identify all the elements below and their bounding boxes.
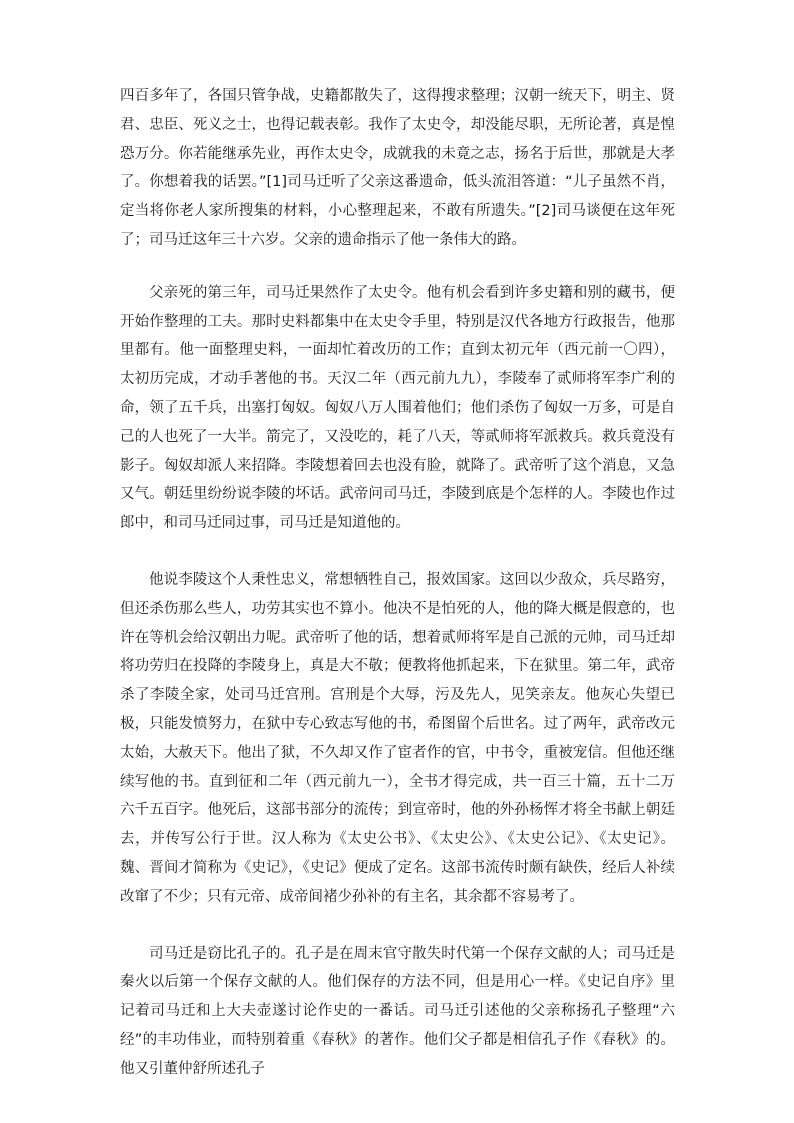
document-page: [120, 82, 675, 1084]
paragraph-spacer: [120, 912, 675, 940]
paragraph-spacer: [120, 255, 675, 279]
paragraph-2: 父亲死的第三年，司马迁果然作了太史令。他有机会看到许多史籍和别的藏书，便开始作整理的工夫。那时史料都集中在太史令手里，特别是汉代各地方行政报告，他那里都有。他一面整理史料，一面却忙着改历的工作；直到太初元年（西元前一〇四），太初历完成，才动手著他的书。天汉二年（西元前九九），李陵奉了贰师将军李广利的命，领了五千兵，出塞打匈奴。匈奴八万人围着他们；他们杀伤了匈奴一万多，可是自己的人也死了一大半。箭完了，又没吃的，耗了八天，等贰师将军派救兵。救兵竟没有影子。匈奴却派人来招降。李陵想着回去也没有脸，就降了。武帝听了这个消息，又急又气。朝廷里纷纷说李陵的坏话。武帝问司马迁，李陵到底是个怎样的人。李陵也作过郎中，和司马迁同过事，司马迁是知道他的。: [120, 284, 675, 532]
paragraph-1: 四百多年了，各国只管争战，史籍都散失了，这得搜求整理；汉朝一统天下，明主、贤君、忠臣、死义之士，也得记载表彰。我作了太史令，却没能尽职，无所论著，真是惶恐万分。你若能继承先业，再作太史令，成就我的未竟之志，扬名于后世，那就是大孝了。你想着我的话罢。”[1]司马迁听了父亲这番遗命，低头流泪答道：“儿子虽然不肖，定当将你老人家所搜集的材料，小心整理起来，不敢有所遗失。”[2]司马谈便在这年死了；司马迁这年三十六岁。父亲的遗命指示了他一条伟大的路。: [120, 88, 675, 248]
paragraph-3: 他说李陵这个人秉性忠义，常想牺牲自己，报效国家。这回以少敌众，兵尽路穷，但还杀伤那么些人，功劳其实也不算小。他决不是怕死的人，他的降大概是假意的，也许在等机会给汉朝出力呢。武帝听了他的话，想着贰师将军是自己派的元帅，司马迁却将功劳归在投降的李陵身上，真是大不敬；便教将他抓起来，下在狱里。第二年，武帝杀了李陵全家，处司马迁宫刑。宫刑是个大辱，污及先人，见笑亲友。他灰心失望已极，只能发愤努力，在狱中专心致志写他的书，希图留个后世名。过了两年，武帝改元太始，大赦天下。他出了狱，不久却又作了宦者作的官，中书令，重被宠信。但他还继续写他的书。直到征和二年（西元前九一），全书才得完成，共一百三十篇，五十二万六千五百字。他死后，这部书部分的流传；到宣帝时，他的外孙杨恽才将全书献上朝廷去，并传写公行于世。汉人称为《太史公书》、《太史公》、《太史公记》、《太史记》。魏、晋间才简称为《史记》，《史记》便成了定名。这部书流传时颇有缺佚，经后人补续改窜了不少；只有元帝、成帝间褚少孙补的有主名，其余都不容易考了。: [120, 571, 675, 905]
paragraph-4: 司马迁是窃比孔子的。孔子是在周末官守散失时代第一个保存文献的人；司马迁是秦火以后第一个保存文献的人。他们保存的方法不同，但是用心一样。《史记自序》里记着司马迁和上大夫壶遂讨论作史的一番话。司马迁引述他的父亲称扬孔子整理“六经”的丰功伟业，而特别着重《春秋》的著作。他们父子都是相信孔子作《春秋》的。他又引董仲舒所述孔子: [120, 945, 675, 1077]
paragraph-spacer: [120, 538, 675, 566]
